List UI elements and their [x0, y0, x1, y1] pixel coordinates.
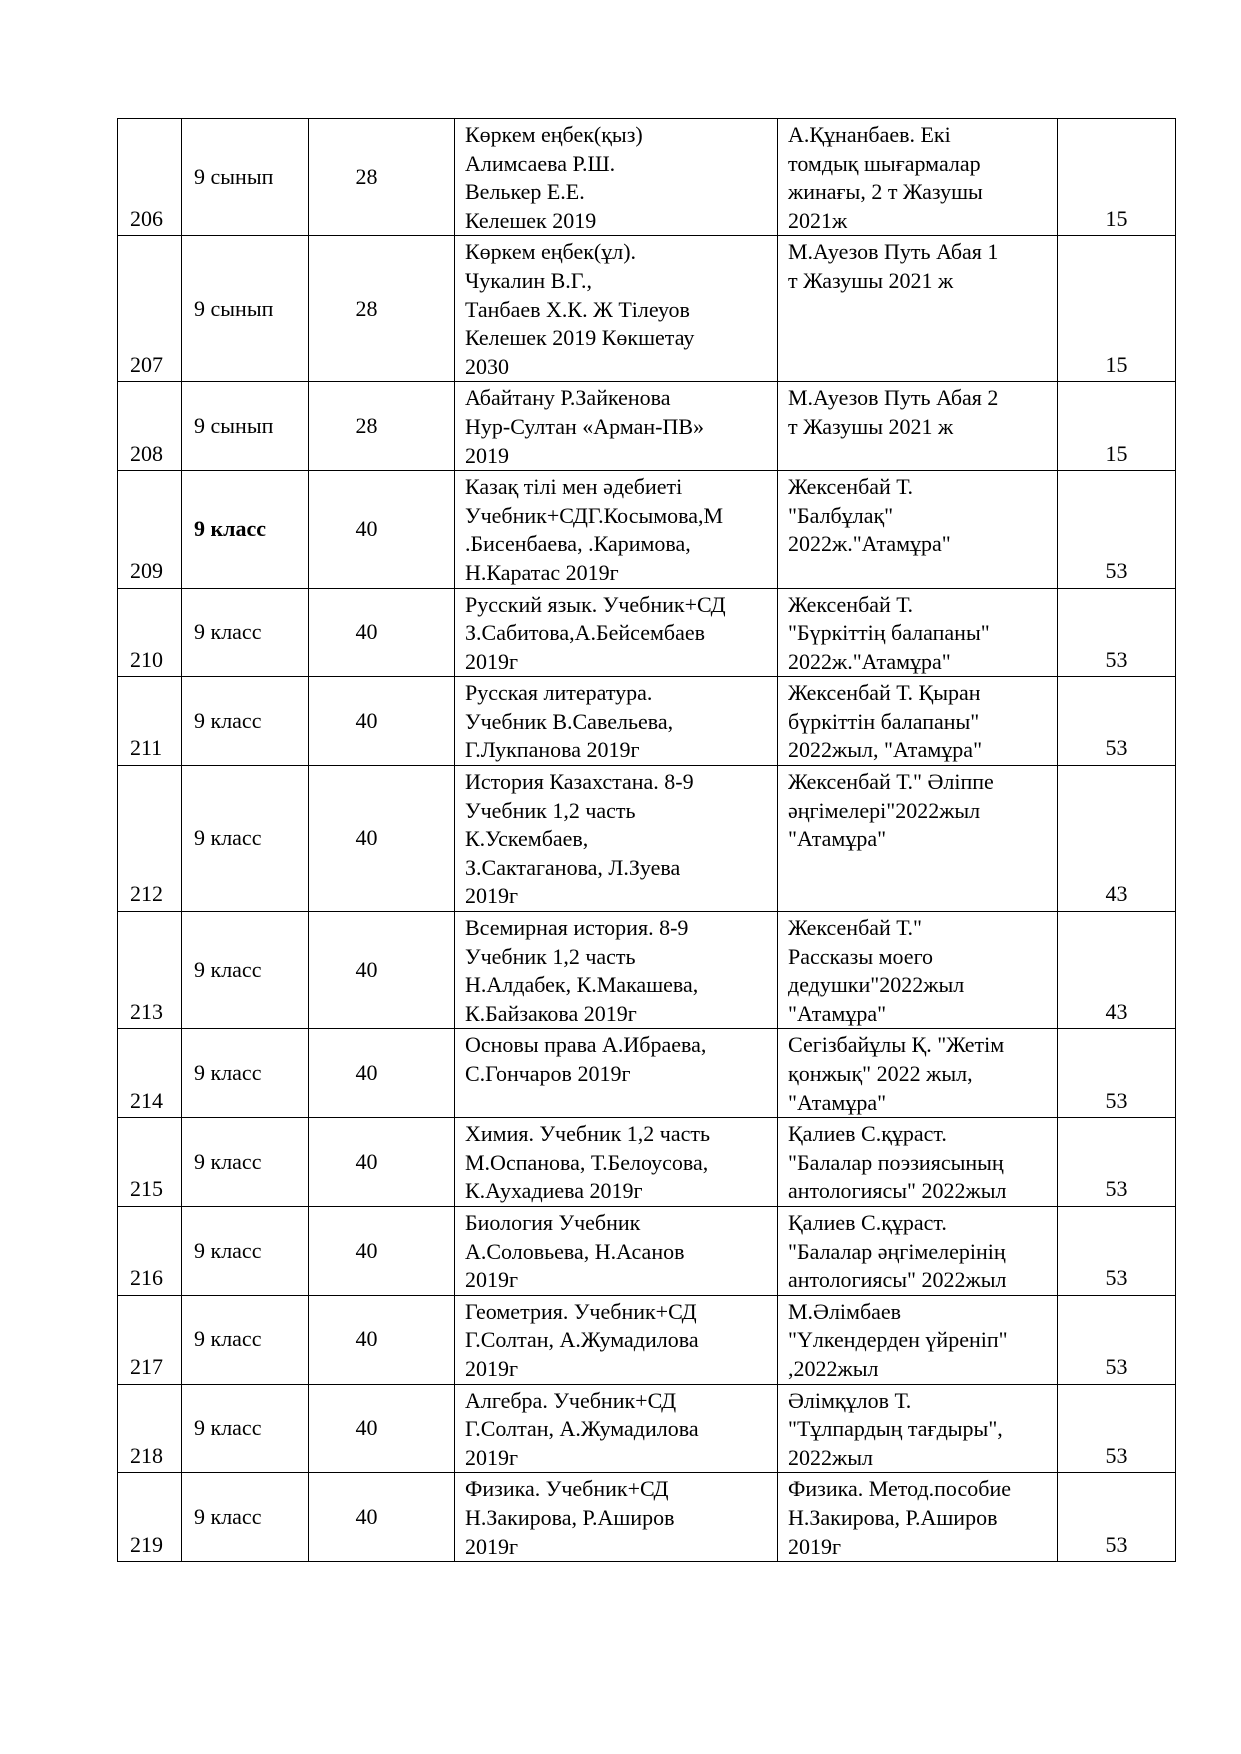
- quantity-cell: 53: [1058, 1029, 1176, 1118]
- textbook-line: Абайтану Р.Зайкенова: [465, 385, 671, 411]
- textbook-line: Русский язык. Учебник+СД: [465, 591, 726, 617]
- table-row: [118, 236, 1176, 382]
- reading-cell: [778, 1118, 1058, 1207]
- hours-cell: 28: [309, 119, 455, 236]
- reading-line: Жексенбай Т. Қыран: [788, 680, 981, 706]
- quantity-cell: 43: [1058, 912, 1176, 1029]
- textbook-line: Химия. Учебник 1,2 часть: [465, 1121, 711, 1147]
- reading-line: т Жазушы 2021 ж: [788, 413, 954, 439]
- table-row: [118, 1473, 1176, 1562]
- textbook-line: Биология Учебник: [465, 1209, 641, 1235]
- quantity-cell: 53: [1058, 1473, 1176, 1562]
- reading-line: 2022жыл: [788, 1444, 873, 1470]
- textbook-line: 2019г: [465, 1355, 519, 1381]
- textbook-line: 2019г: [465, 648, 519, 674]
- reading-line: "Атамұра": [788, 1089, 887, 1115]
- textbook-line: Н.Алдабек, К.Макашева,: [465, 972, 699, 998]
- quantity-cell: 15: [1058, 236, 1176, 382]
- class-cell: 9 класс: [182, 766, 309, 912]
- textbook-line: Учебник 1,2 часть: [465, 943, 636, 969]
- table-row: [118, 1029, 1176, 1118]
- row-number: 207: [118, 236, 182, 382]
- table-row: [118, 1295, 1176, 1384]
- textbook-line: Алгебра. Учебник+СД: [465, 1387, 677, 1413]
- quantity-cell: 53: [1058, 588, 1176, 677]
- reading-line: Рассказы моего: [788, 943, 934, 969]
- row-number: 209: [118, 471, 182, 588]
- reading-line: Сегізбайұлы Қ. "Жетім: [788, 1032, 1005, 1058]
- textbook-line: Г.Солтан, А.Жумадилова: [465, 1416, 699, 1442]
- textbook-line: К.Байзакова 2019г: [465, 1000, 637, 1026]
- textbook-line: Келешек 2019: [465, 207, 597, 233]
- textbook-line: 2030: [465, 353, 509, 379]
- reading-line: Жексенбай Т." Әліппе: [788, 769, 994, 795]
- reading-line: Жексенбай Т.: [788, 591, 914, 617]
- reading-cell: [778, 1295, 1058, 1384]
- textbook-line: 2019: [465, 442, 509, 468]
- row-number: 214: [118, 1029, 182, 1118]
- reading-line: М.Ауезов Путь Абая 1: [788, 239, 999, 265]
- textbook-table: [117, 118, 1176, 1562]
- reading-cell: [778, 1206, 1058, 1295]
- textbook-cell: [455, 677, 778, 766]
- class-cell: 9 класс: [182, 588, 309, 677]
- row-number: 213: [118, 912, 182, 1029]
- reading-line: бүркіттін балапаны": [788, 708, 980, 734]
- hours-cell: 40: [309, 1206, 455, 1295]
- textbook-line: 2019г: [465, 1267, 519, 1293]
- reading-line: Қалиев С.құраст.: [788, 1209, 947, 1235]
- textbook-line: Н.Каратас 2019г: [465, 559, 619, 585]
- reading-cell: [778, 766, 1058, 912]
- reading-cell: [778, 471, 1058, 588]
- class-cell: 9 класс: [182, 471, 309, 588]
- reading-cell: [778, 1384, 1058, 1473]
- textbook-line: Г.Лукпанова 2019г: [465, 737, 640, 763]
- reading-line: жинағы, 2 т Жазушы: [788, 179, 983, 205]
- textbook-line: К.Ускембаев,: [465, 826, 589, 852]
- quantity-cell: 53: [1058, 1384, 1176, 1473]
- textbook-line: Геометрия. Учебник+СД: [465, 1298, 697, 1324]
- row-number: 217: [118, 1295, 182, 1384]
- textbook-line: История Казахстана. 8-9: [465, 769, 694, 795]
- textbook-cell: [455, 1206, 778, 1295]
- reading-line: дедушки"2022жыл: [788, 972, 965, 998]
- textbook-line: Танбаев Х.К. Ж Тілеуов: [465, 296, 690, 322]
- textbook-line: Русская литература.: [465, 680, 653, 706]
- reading-line: әңгімелері"2022жыл: [788, 797, 981, 823]
- row-number: 212: [118, 766, 182, 912]
- reading-line: Н.Закирова, Р.Аширов: [788, 1504, 998, 1530]
- table-row: [118, 677, 1176, 766]
- quantity-cell: 53: [1058, 1118, 1176, 1207]
- class-cell: 9 класс: [182, 1295, 309, 1384]
- table-row: [118, 1118, 1176, 1207]
- textbook-cell: [455, 119, 778, 236]
- reading-line: антологиясы" 2022жыл: [788, 1178, 1007, 1204]
- quantity-cell: 53: [1058, 1206, 1176, 1295]
- textbook-line: Всемирная история. 8-9: [465, 915, 689, 941]
- reading-cell: [778, 912, 1058, 1029]
- reading-cell: [778, 382, 1058, 471]
- class-cell: 9 класс: [182, 1473, 309, 1562]
- textbook-line: Г.Солтан, А.Жумадилова: [465, 1327, 699, 1353]
- textbook-cell: [455, 1295, 778, 1384]
- reading-cell: [778, 1029, 1058, 1118]
- reading-line: 2021ж: [788, 207, 848, 233]
- reading-line: 2022ж."Атамұра": [788, 648, 951, 674]
- textbook-line: 2019г: [465, 1533, 519, 1559]
- textbook-cell: [455, 1118, 778, 1207]
- textbook-cell: [455, 236, 778, 382]
- textbook-line: Казақ тілі мен әдебиеті: [465, 474, 683, 500]
- hours-cell: 40: [309, 1295, 455, 1384]
- textbook-line: Алимсаева Р.Ш.: [465, 150, 616, 176]
- table-row: [118, 471, 1176, 588]
- reading-line: "Бүркіттің балапаны": [788, 620, 990, 646]
- textbook-line: Основы права А.Ибраева,: [465, 1032, 707, 1058]
- reading-line: Физика. Метод.пособие: [788, 1476, 1011, 1502]
- class-cell: 9 класс: [182, 912, 309, 1029]
- reading-line: қонжық" 2022 жыл,: [788, 1061, 973, 1086]
- class-cell: 9 класс: [182, 1384, 309, 1473]
- textbook-line: С.Гончаров 2019г: [465, 1061, 631, 1086]
- class-cell: 9 класс: [182, 1206, 309, 1295]
- quantity-cell: 15: [1058, 119, 1176, 236]
- row-number: 215: [118, 1118, 182, 1207]
- reading-line: антологиясы" 2022жыл: [788, 1267, 1007, 1293]
- reading-line: "Балбұлақ": [788, 502, 894, 528]
- textbook-line: З.Сактаганова, Л.Зуева: [465, 854, 681, 880]
- reading-line: 2022ж."Атамұра": [788, 531, 951, 557]
- hours-cell: 40: [309, 1118, 455, 1207]
- textbook-line: З.Сабитова,А.Бейсембаев: [465, 620, 706, 646]
- textbook-line: 2019г: [465, 1444, 519, 1470]
- textbook-line: .Бисенбаева, .Каримова,: [465, 531, 691, 557]
- reading-cell: [778, 588, 1058, 677]
- textbook-cell: [455, 1384, 778, 1473]
- row-number: 219: [118, 1473, 182, 1562]
- class-cell: 9 класс: [182, 1118, 309, 1207]
- textbook-cell: [455, 588, 778, 677]
- reading-line: "Тұлпардың тағдыры",: [788, 1416, 1003, 1442]
- hours-cell: 40: [309, 471, 455, 588]
- hours-cell: 40: [309, 1029, 455, 1118]
- reading-cell: [778, 236, 1058, 382]
- textbook-cell: [455, 766, 778, 912]
- reading-line: "Үлкендерден үйреніп": [788, 1327, 1008, 1353]
- textbook-line: 2019г: [465, 883, 519, 909]
- class-cell: 9 класс: [182, 1029, 309, 1118]
- reading-line: "Балалар поэзиясының: [788, 1149, 1004, 1175]
- textbook-line: Учебник В.Савельева,: [465, 708, 674, 734]
- reading-line: М.Әлімбаев: [788, 1298, 902, 1324]
- textbook-line: Учебник+СДГ.Косымова,М: [465, 502, 724, 528]
- textbook-line: А.Соловьева, Н.Асанов: [465, 1238, 685, 1264]
- quantity-cell: 15: [1058, 382, 1176, 471]
- row-number: 218: [118, 1384, 182, 1473]
- class-cell: 9 класс: [182, 677, 309, 766]
- table-row: [118, 588, 1176, 677]
- reading-line: томдық шығармалар: [788, 150, 981, 176]
- reading-line: "Балалар әңгімелерінің: [788, 1238, 1006, 1264]
- textbook-line: Учебник 1,2 часть: [465, 797, 636, 823]
- table-body: [118, 119, 1176, 1562]
- reading-line: М.Ауезов Путь Абая 2: [788, 385, 999, 411]
- hours-cell: 40: [309, 912, 455, 1029]
- table-row: [118, 912, 1176, 1029]
- reading-line: "Атамұра": [788, 826, 887, 852]
- textbook-cell: [455, 1029, 778, 1118]
- hours-cell: 40: [309, 1384, 455, 1473]
- class-cell: 9 сынып: [182, 236, 309, 382]
- reading-line: 2019г: [788, 1533, 842, 1559]
- reading-line: "Атамұра": [788, 1000, 887, 1026]
- textbook-line: Нур-Султан «Арман-ПВ»: [465, 413, 705, 439]
- textbook-cell: [455, 471, 778, 588]
- table-row: [118, 766, 1176, 912]
- textbook-line: Н.Закирова, Р.Аширов: [465, 1504, 675, 1530]
- reading-line: ,2022жыл: [788, 1355, 879, 1381]
- textbook-line: Чукалин В.Г.,: [465, 267, 593, 293]
- hours-cell: 40: [309, 677, 455, 766]
- textbook-line: Көркем еңбек(ұл).: [465, 239, 637, 265]
- textbook-line: Физика. Учебник+СД: [465, 1476, 669, 1502]
- textbook-cell: [455, 382, 778, 471]
- reading-line: Қалиев С.құраст.: [788, 1121, 947, 1147]
- row-number: 210: [118, 588, 182, 677]
- quantity-cell: 43: [1058, 766, 1176, 912]
- table-row: [118, 1206, 1176, 1295]
- reading-line: 2022жыл, "Атамұра": [788, 737, 983, 763]
- reading-cell: [778, 119, 1058, 236]
- quantity-cell: 53: [1058, 677, 1176, 766]
- reading-line: Әлімқұлов Т.: [788, 1387, 912, 1413]
- class-cell: 9 сынып: [182, 382, 309, 471]
- textbook-line: Келешек 2019 Көкшетау: [465, 325, 695, 351]
- textbook-cell: [455, 1473, 778, 1562]
- textbook-line: К.Аухадиева 2019г: [465, 1178, 643, 1204]
- row-number: 208: [118, 382, 182, 471]
- hours-cell: 40: [309, 1473, 455, 1562]
- reading-cell: [778, 1473, 1058, 1562]
- quantity-cell: 53: [1058, 1295, 1176, 1384]
- class-cell: 9 сынып: [182, 119, 309, 236]
- hours-cell: 40: [309, 588, 455, 677]
- textbook-cell: [455, 912, 778, 1029]
- row-number: 206: [118, 119, 182, 236]
- textbook-line: Көркем еңбек(қыз): [465, 122, 643, 147]
- hours-cell: 28: [309, 236, 455, 382]
- hours-cell: 28: [309, 382, 455, 471]
- reading-line: Жексенбай Т.: [788, 474, 914, 500]
- textbook-line: Велькер Е.Е.: [465, 179, 585, 205]
- textbook-line: М.Оспанова, Т.Белоусова,: [465, 1149, 709, 1175]
- reading-line: т Жазушы 2021 ж: [788, 267, 954, 293]
- reading-line: А.Құнанбаев. Екі: [788, 122, 951, 147]
- table-row: [118, 119, 1176, 236]
- hours-cell: 40: [309, 766, 455, 912]
- row-number: 216: [118, 1206, 182, 1295]
- quantity-cell: 53: [1058, 471, 1176, 588]
- table-row: [118, 1384, 1176, 1473]
- row-number: 211: [118, 677, 182, 766]
- table-row: [118, 382, 1176, 471]
- reading-cell: [778, 677, 1058, 766]
- reading-line: Жексенбай Т.": [788, 915, 923, 941]
